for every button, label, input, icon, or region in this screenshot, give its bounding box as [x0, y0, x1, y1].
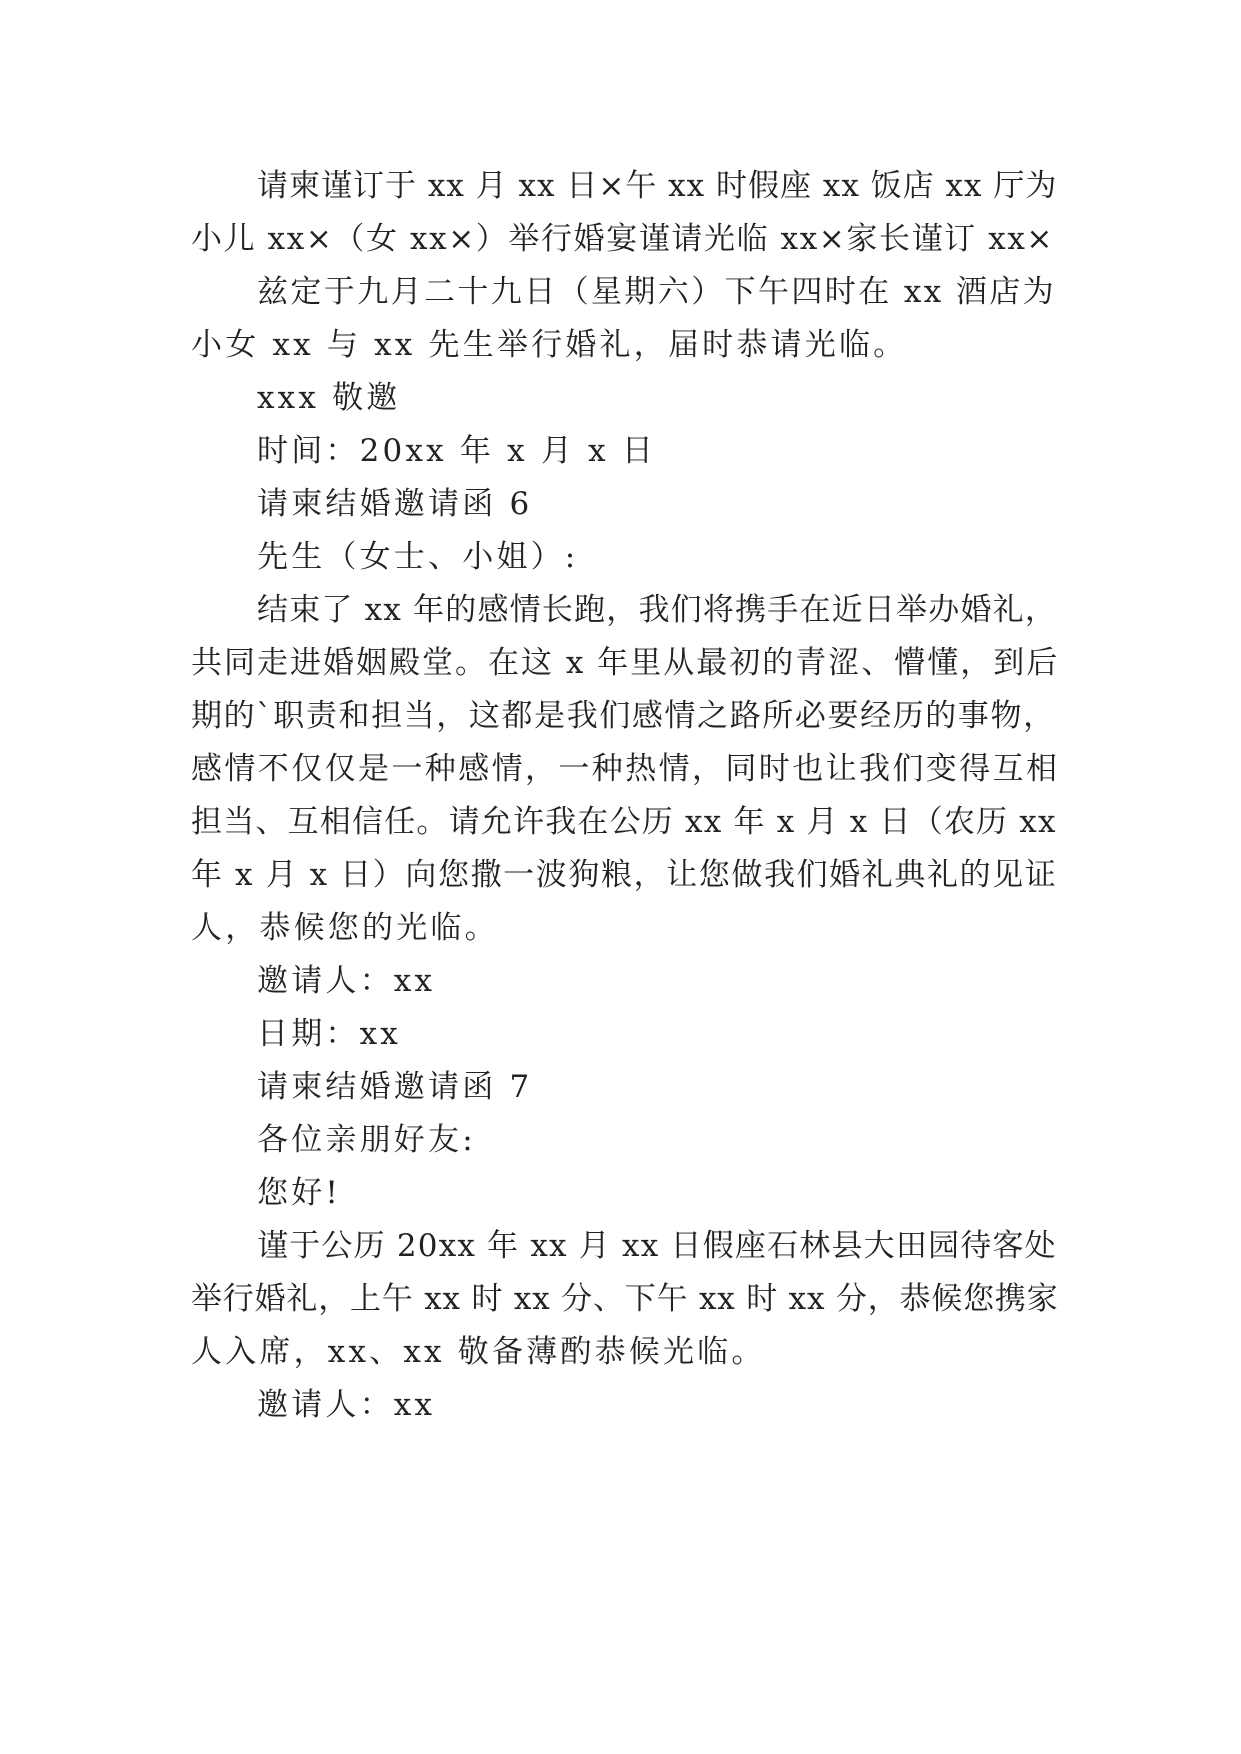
- greeting-line: 您好!: [257, 1175, 342, 1211]
- paragraph-line: 年 x 月 x 日）向您撒一波狗粮，让您做我们婚礼典礼的见证: [191, 857, 1058, 893]
- paragraph-line: 人，恭候您的光临。: [191, 910, 499, 946]
- section-heading: 请柬结婚邀请函 6: [257, 486, 533, 522]
- section-heading: 请柬结婚邀请函 7: [257, 1069, 533, 1105]
- paragraph-line: 小女 xx 与 xx 先生举行婚礼，届时恭请光临。: [191, 327, 908, 363]
- paragraph-line: 担当、互相信任。请允许我在公历 xx 年 x 月 x 日（农历 xx: [191, 804, 1057, 840]
- paragraph-line: 人入席，xx、xx 敬备薄酌恭候光临。: [191, 1334, 766, 1370]
- paragraph-line: 共同走进婚姻殿堂。在这 x 年里从最初的青涩、懵懂，到后: [191, 645, 1060, 681]
- paragraph-line: 谨于公历 20xx 年 xx 月 xx 日假座石林县大田园待客处: [257, 1228, 1057, 1264]
- paragraph-line: 结束了 xx 年的感情长跑，我们将携手在近日举办婚礼，: [257, 592, 1058, 628]
- date-line: 日期：xx: [257, 1016, 401, 1052]
- inviter-line: 邀请人：xx: [257, 1387, 436, 1423]
- paragraph-line: 感情不仅仅是一种感情，一种热情，同时也让我们变得互相: [191, 751, 1060, 787]
- salutation-line: 各位亲朋好友:: [257, 1122, 476, 1158]
- paragraph-line: 期的`职责和担当，这都是我们感情之路所必要经历的事物，: [191, 698, 1056, 734]
- paragraph-line: 小儿 xx×（女 xx×）举行婚宴谨请光临 xx×家长谨订 xx×: [191, 221, 1054, 257]
- inviter-line: 邀请人：xx: [257, 963, 436, 999]
- signature-line: xxx 敬邀: [257, 380, 401, 416]
- paragraph-line: 兹定于九月二十九日（星期六）下午四时在 xx 酒店为: [257, 274, 1057, 310]
- paragraph-line: 举行婚礼，上午 xx 时 xx 分、下午 xx 时 xx 分，恭候您携家: [191, 1281, 1059, 1317]
- salutation-line: 先生（女士、小姐）:: [257, 539, 579, 575]
- paragraph-line: 请柬谨订于 xx 月 xx 日×午 xx 时假座 xx 饭店 xx 厅为: [257, 168, 1058, 204]
- date-line: 时间：20xx 年 x 月 x 日: [257, 433, 657, 469]
